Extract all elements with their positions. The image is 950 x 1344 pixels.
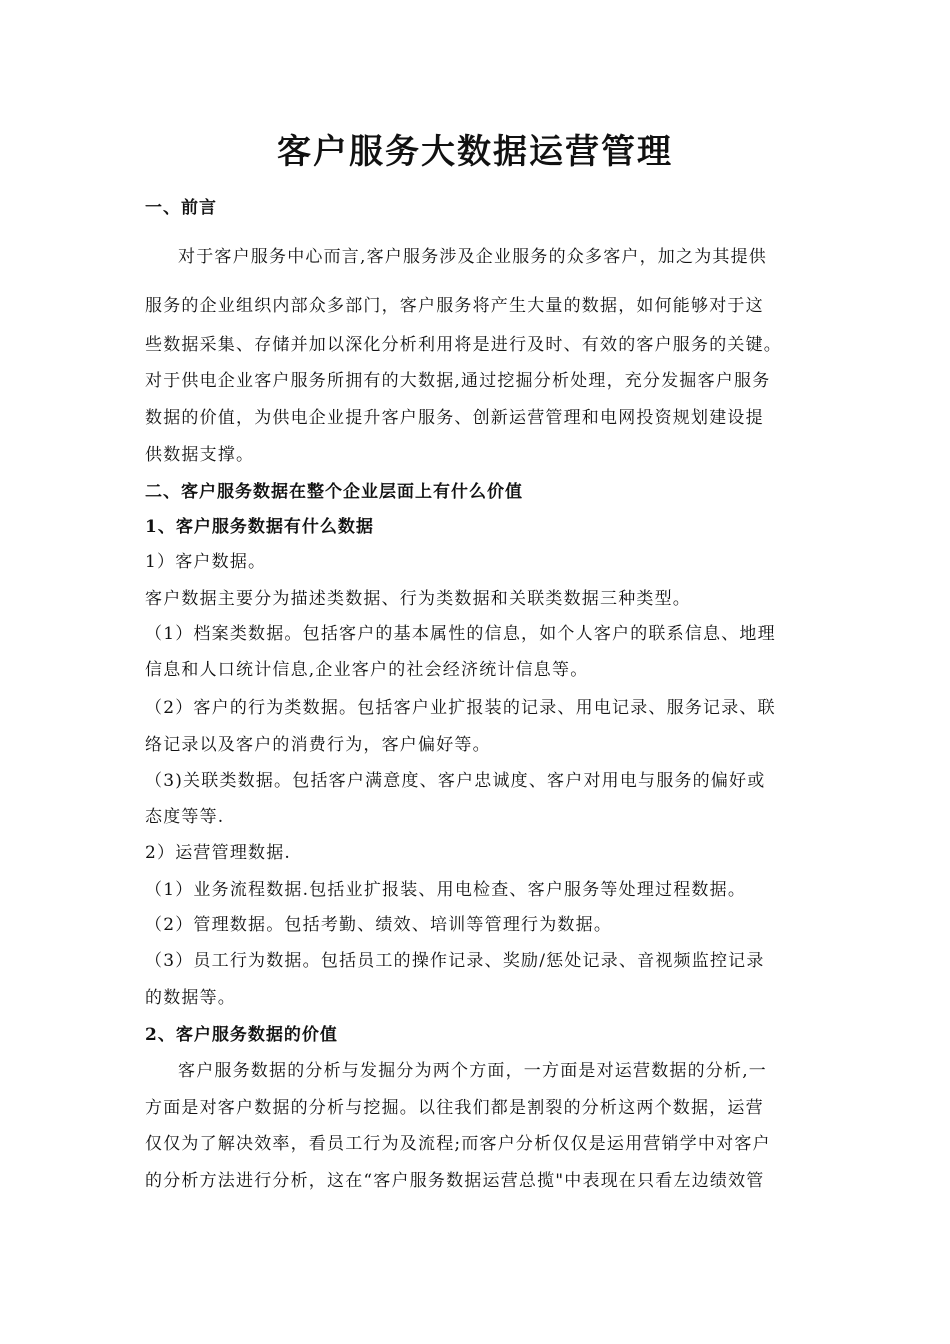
subsection-heading-data-value: 2、客户服务数据的价值 bbox=[145, 1025, 338, 1045]
list-item: （2）管理数据。包括考勤、绩效、培训等管理行为数据。 bbox=[145, 915, 613, 935]
paragraph-line: 仅仅为了解决效率，看员工行为及流程;而客户分析仅仅是运用营销学中对客户 bbox=[145, 1134, 771, 1154]
list-item: （1）档案类数据。包括客户的基本属性的信息，如个人客户的联系信息、地理 bbox=[145, 624, 776, 644]
list-item: 1）客户数据。 bbox=[145, 552, 267, 572]
paragraph-line: 络记录以及客户的消费行为，客户偏好等。 bbox=[145, 735, 491, 755]
paragraph-line: 供数据支撑。 bbox=[145, 445, 255, 465]
paragraph-line: 服务的企业组织内部众多部门，客户服务将产生大量的数据，如何能够对于这 bbox=[145, 296, 764, 316]
list-item: （3）员工行为数据。包括员工的操作记录、奖励/惩处记录、音视频监控记录 bbox=[145, 951, 765, 971]
section-heading-value: 二、客户服务数据在整个企业层面上有什么价值 bbox=[145, 482, 523, 502]
list-item: （3)关联类数据。包括客户满意度、客户忠诚度、客户对用电与服务的偏好或 bbox=[145, 771, 766, 791]
document-title: 客户服务大数据运营管理 bbox=[277, 132, 673, 172]
paragraph-line: 态度等等. bbox=[145, 807, 225, 827]
list-item: 2）运营管理数据. bbox=[145, 843, 292, 863]
section-heading-preface: 一、前言 bbox=[145, 198, 217, 218]
list-item: （1）业务流程数据.包括业扩报装、用电检查、客户服务等处理过程数据。 bbox=[145, 880, 747, 900]
paragraph-line: 方面是对客户数据的分析与挖掘。以往我们都是割裂的分析这两个数据，运营 bbox=[145, 1098, 764, 1118]
paragraph-line: 的数据等。 bbox=[145, 988, 236, 1008]
paragraph-line: 的分析方法进行分析，这在“客户服务数据运营总揽"中表现在只看左边绩效管 bbox=[145, 1171, 765, 1191]
paragraph-line: 些数据采集、存储并加以深化分析利用将是进行及时、有效的客户服务的关键。 bbox=[145, 335, 782, 355]
list-item: （2）客户的行为类数据。包括客户业扩报装的记录、用电记录、服务记录、联 bbox=[145, 698, 776, 718]
paragraph-line: 对于客户服务中心而言,客户服务涉及企业服务的众多客户，加之为其提供 bbox=[178, 247, 768, 267]
paragraph-line: 数据的价值，为供电企业提升客户服务、创新运营管理和电网投资规划建设提 bbox=[145, 408, 764, 428]
paragraph-line: 信息和人口统计信息,企业客户的社会经济统计信息等。 bbox=[145, 660, 589, 680]
paragraph-line: 客户服务数据的分析与发掘分为两个方面，一方面是对运营数据的分析,一 bbox=[178, 1061, 768, 1081]
subsection-heading-data-types: 1、客户服务数据有什么数据 bbox=[145, 517, 374, 537]
paragraph-line: 客户数据主要分为描述类数据、行为类数据和关联类数据三种类型。 bbox=[145, 589, 691, 609]
paragraph-line: 对于供电企业客户服务所拥有的大数据,通过挖掘分析处理，充分发掘客户服务 bbox=[145, 371, 771, 391]
